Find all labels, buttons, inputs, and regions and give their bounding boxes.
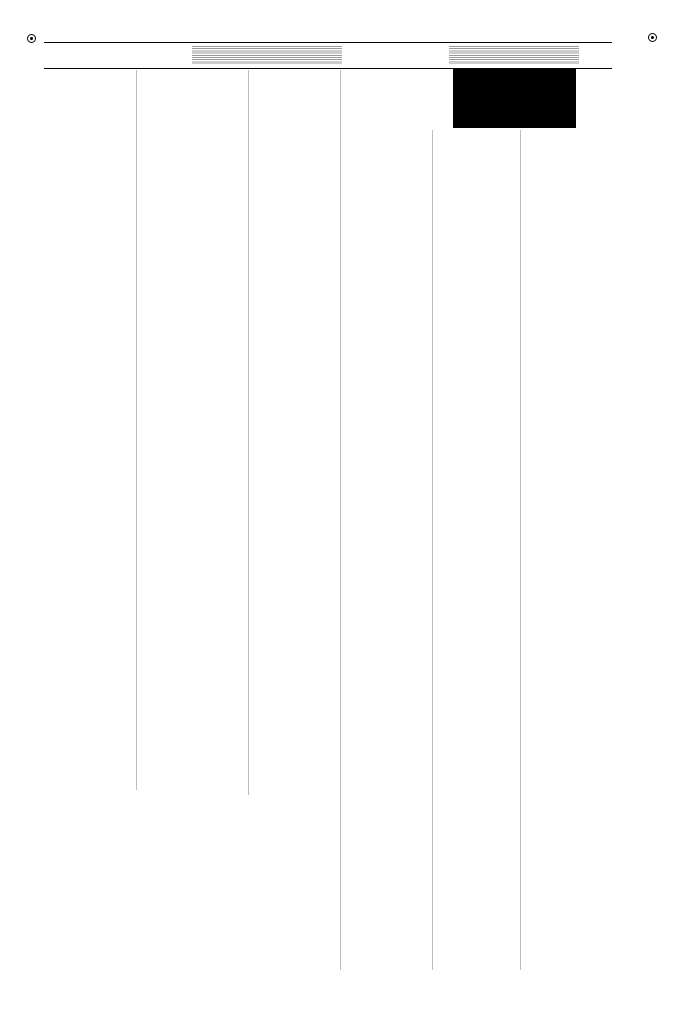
column-divider (248, 70, 249, 795)
article-column-2 (140, 70, 244, 795)
registration-mark-icon (27, 34, 36, 43)
column-divider (340, 70, 341, 970)
article-column-3 (252, 70, 337, 795)
masthead-rule-lines (449, 46, 579, 64)
column-divider (432, 130, 433, 970)
registration-mark-icon (648, 33, 657, 42)
masthead-rule-lines (192, 46, 342, 64)
article-column-1 (46, 70, 134, 795)
page-title (453, 68, 576, 128)
column-divider (520, 130, 521, 970)
masthead (44, 42, 612, 69)
column-divider (136, 70, 137, 790)
